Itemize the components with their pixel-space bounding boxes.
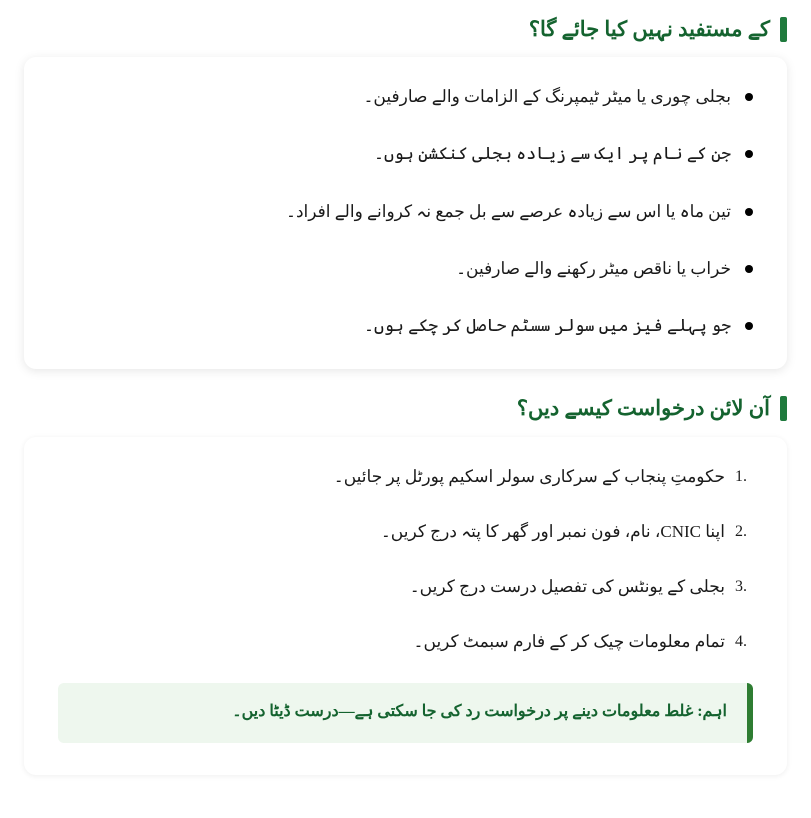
- bullet-dot-icon: [745, 265, 753, 273]
- list-item-text: حکومتِ پنجاب کے سرکاری سولر اسکیم پورٹل پر جائیں۔: [333, 466, 725, 486]
- step-number: 4.: [735, 633, 747, 651]
- list-item: [58, 140, 753, 167]
- list-item: [58, 255, 753, 282]
- section-title: کے مستفید نہیں کیا جائے گا؟: [528, 17, 770, 41]
- bullet-dot-icon: [745, 150, 753, 158]
- list-item: [58, 463, 753, 490]
- list-item-text: تین ماہ یا اس سے زیادہ عرصے سے بل جمع نہ کروانے والے افراد۔: [285, 201, 731, 221]
- exclusions-card: [24, 57, 787, 369]
- list-item: [58, 518, 753, 545]
- heading-accent-bar: [780, 17, 787, 42]
- list-item: [58, 198, 753, 225]
- list-item: [58, 628, 753, 655]
- exclusions-list: [58, 83, 753, 339]
- bullet-dot-icon: [745, 93, 753, 101]
- list-item-text: جن کے نام پر ایک سے زیادہ بجلی کنکشن ہوں۔: [374, 144, 731, 164]
- list-item: [58, 573, 753, 600]
- heading-accent-bar: [780, 396, 787, 421]
- apply-steps-list: [58, 463, 753, 656]
- step-number: 2.: [735, 522, 747, 540]
- section-title: آن لائن درخواست کیسے دیں؟: [516, 396, 770, 421]
- list-item-text: اپنا CNIC، نام، فون نمبر اور گھر کا پتہ درج کریں۔: [380, 521, 725, 541]
- important-note-callout: اہم: غلط معلومات دینے پر درخواست رد کی جا سکتی ہے—درست ڈیٹا دیں۔: [58, 683, 753, 743]
- bullet-dot-icon: [745, 208, 753, 216]
- section-heading-exclusions: [24, 16, 787, 43]
- section-heading-how-to-apply: [24, 395, 787, 422]
- bullet-dot-icon: [745, 322, 753, 330]
- list-item-text: خراب یا ناقص میٹر رکھنے والے صارفین۔: [456, 258, 731, 278]
- step-number: 3.: [735, 577, 747, 595]
- list-item-text: تمام معلومات چیک کر کے فارم سبمٹ کریں۔: [413, 632, 725, 652]
- list-item-text: جو پہلے فیز میں سولر سسٹم حاصل کر چکے ہوں۔: [364, 316, 731, 336]
- step-number: 1.: [735, 467, 747, 485]
- list-item: [58, 83, 753, 110]
- how-to-apply-card: [24, 437, 787, 775]
- list-item-text: بجلی کے یونٹس کی تفصیل درست درج کریں۔: [409, 576, 725, 596]
- list-item: [58, 312, 753, 339]
- list-item-text: بجلی چوری یا میٹر ٹیمپرنگ کے الزامات والے صارفین۔: [363, 87, 731, 107]
